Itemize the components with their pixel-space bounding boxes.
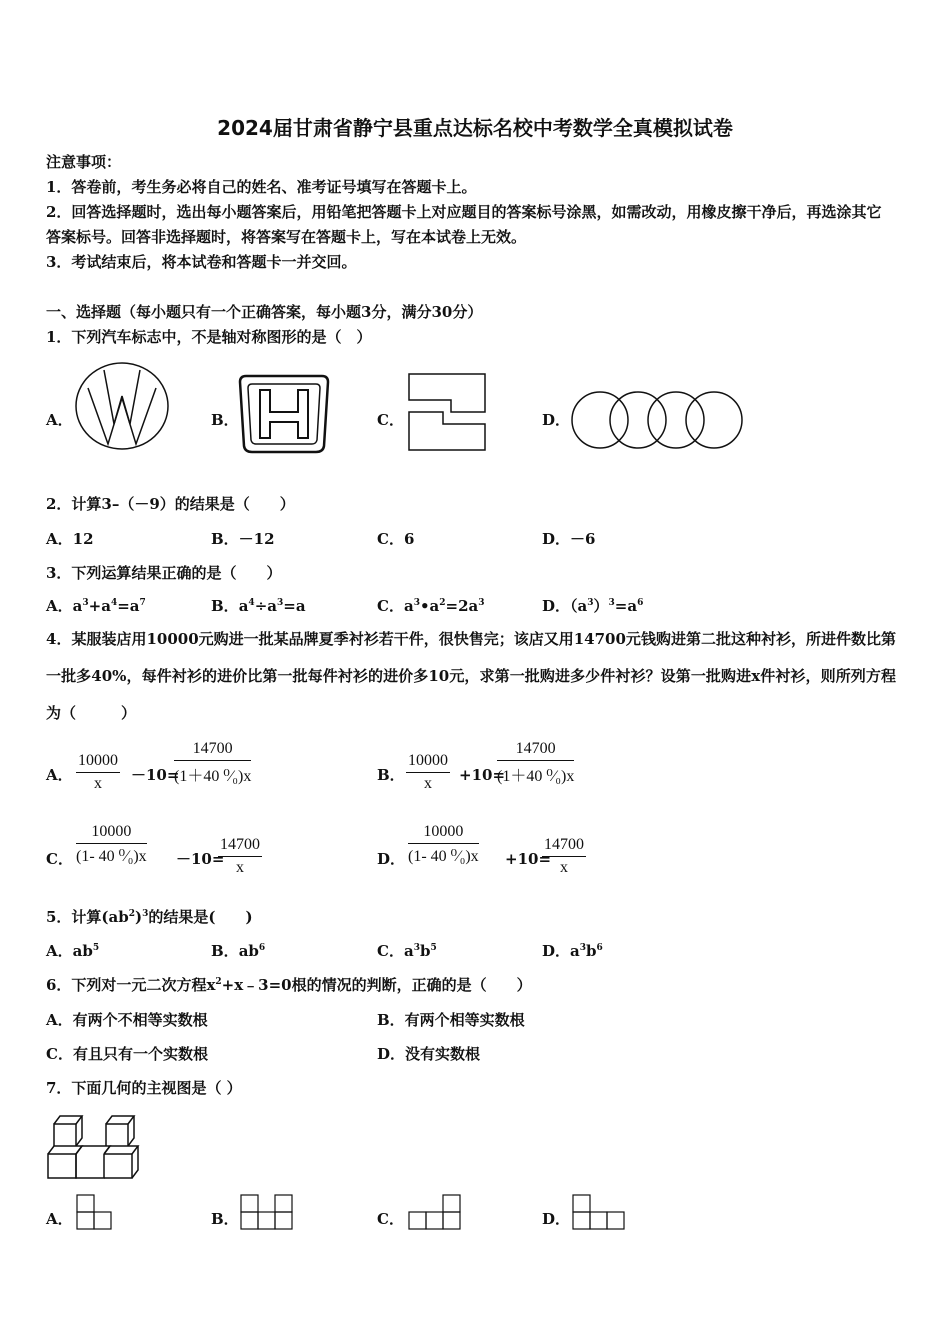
notice-item: 1．答卷前，考生务必将自己的姓名、准考证号填写在答题卡上。 [46, 178, 477, 196]
q4-option-c-label: C． [46, 850, 73, 868]
exp: 6 [258, 943, 266, 953]
stem-part: 5．计算(ab [46, 908, 129, 926]
audi-rings-logo [570, 390, 744, 450]
label: A． [46, 942, 73, 960]
q4-c-fraction-left [76, 823, 147, 866]
q3-option-a [46, 596, 146, 616]
q6-option-b: B．有两个相等实数根 [377, 1011, 525, 1029]
q4-option-a-label: A． [46, 766, 73, 784]
exp: 3 [587, 598, 594, 608]
q2-option-c: C．6 [377, 530, 415, 548]
numerator: 10000 [408, 823, 479, 844]
q4-a-fraction-left [76, 752, 120, 793]
q1-option-d-label: D． [542, 411, 571, 429]
q4-b-fraction-left [406, 752, 450, 793]
term: a [403, 597, 414, 615]
q4-a-operator: －10= [131, 766, 180, 784]
q4-b-fraction-right [497, 740, 574, 786]
section-heading: 一、选择题（每小题只有一个正确答案，每小题3分，满分30分） [46, 303, 483, 321]
q3-option-b [211, 596, 306, 616]
q3-label: A． [46, 597, 73, 615]
numerator: 10000 [406, 752, 450, 773]
q4-a-fraction-right [174, 740, 251, 786]
denominator: (1＋40 ⁰⁄₀)x [174, 768, 252, 785]
notice-list [46, 175, 896, 275]
denominator: x [236, 859, 244, 876]
stem-part: +x﹣3=0根的情况的判断，正确的是（ ） [221, 976, 532, 994]
exp: 7 [139, 598, 146, 608]
denominator: x [94, 775, 102, 792]
exp: 3 [413, 943, 420, 953]
q4-c-operator: －10= [176, 850, 225, 868]
term: ab [72, 942, 93, 960]
q3-label: B． [211, 597, 239, 615]
q6-option-a: A．有两个不相等实数根 [46, 1011, 208, 1029]
exp: 6 [596, 943, 603, 953]
exp: 5 [430, 943, 437, 953]
q2-option-b: B．－12 [211, 530, 275, 548]
exp: 6 [637, 598, 644, 608]
q4-option-b-label: B． [377, 766, 405, 784]
term: =a [117, 597, 140, 615]
q4-b-operator: +10= [459, 766, 506, 784]
term: =2a [445, 597, 479, 615]
exp: 3 [413, 598, 420, 608]
volkswagen-logo [74, 360, 174, 452]
q4-stem: 4．某服装店用10000元购进一批某品牌夏季衬衫若干件，很快售完；该店又用14700元钱购进第二批这种衬衫，所进件数比第一批多40%，每件衬衫的进价比第一批每件衬衫的进价多10元，求第一批购进多少件衬衫？设第一批购进x件衬衫，则所列方程为（ ） [46, 630, 896, 722]
q6-option-d: D．没有实数根 [377, 1045, 481, 1063]
q2-option-a: A．12 [46, 530, 94, 548]
exp: 3 [478, 598, 485, 608]
exp: 4 [248, 598, 255, 608]
q4-d-fraction-left [408, 823, 479, 866]
denominator: x [560, 859, 568, 876]
q7-option-b-label: B． [211, 1210, 239, 1228]
exp: 3 [82, 598, 89, 608]
q3-label: D． [542, 597, 571, 615]
honda-logo [238, 372, 330, 456]
denominator: (1＋40 ⁰⁄₀)x [497, 768, 575, 785]
numerator: 14700 [218, 836, 262, 857]
q7-option-a-label: A． [46, 1210, 73, 1228]
q2-stem: 2．计算3–（－9）的结果是（ ） [46, 495, 295, 513]
numerator: 10000 [76, 752, 120, 773]
notice-heading: 注意事项： [46, 153, 122, 171]
q6-option-c: C．有且只有一个实数根 [46, 1045, 208, 1063]
q7-stem: 7．下面几何的主视图是（ ） [46, 1079, 242, 1097]
stem-part: 的结果是( ) [148, 908, 253, 926]
exp: 2 [128, 909, 136, 919]
term: a [570, 942, 580, 960]
label: C． [377, 942, 404, 960]
q3-label: C． [377, 597, 404, 615]
term: ab [238, 942, 259, 960]
term: b [586, 942, 597, 960]
q7-option-d-view [572, 1194, 630, 1230]
term: （a [570, 597, 588, 615]
q3-stem: 3．下列运算结果正确的是（ ） [46, 564, 282, 582]
numerator: 14700 [497, 740, 574, 761]
q2-option-d: D．－6 [542, 530, 596, 548]
q7-option-b-view [240, 1194, 298, 1230]
label: D． [542, 942, 571, 960]
numerator: 14700 [174, 740, 251, 761]
exp: 3 [608, 598, 615, 608]
page-title: 2024届甘肃省静宁县重点达标名校中考数学全真模拟试卷 [217, 116, 733, 140]
q3-option-d [542, 596, 643, 616]
exp: 3 [276, 598, 284, 608]
numerator: 10000 [76, 823, 147, 844]
denominator: (1- 40 ⁰⁄₀)x [76, 848, 147, 865]
q5-option-b [211, 941, 265, 961]
stem-part: ) [135, 908, 143, 926]
exp: 3 [142, 909, 149, 919]
q1-option-b-label: B． [211, 411, 239, 429]
q7-option-d-label: D． [542, 1210, 571, 1228]
squares-logo [407, 372, 489, 454]
exp: 2 [439, 598, 446, 608]
q3-option-c [377, 596, 485, 616]
q4-d-fraction-right [542, 836, 586, 877]
q7-option-a-view [76, 1194, 116, 1230]
exp: 4 [110, 598, 118, 608]
q5-option-a [46, 941, 99, 961]
q7-option-c-view [406, 1194, 464, 1230]
term: +a [88, 597, 111, 615]
term: b [419, 942, 431, 960]
term: =a [614, 597, 638, 615]
q7-option-c-label: C． [377, 1210, 404, 1228]
q5-option-d [542, 941, 603, 961]
denominator: x [424, 775, 432, 792]
term: a [238, 597, 249, 615]
q4-c-fraction-right [218, 836, 262, 877]
q4-d-operator: +10= [505, 850, 552, 868]
notice-item: 2．回答选择题时，选出每小题答案后，用铅笔把答题卡上对应题目的答案标号涂黑，如需改动，用橡皮擦干净后，再选涂其它答案标号。回答非选择题时，将答案写在答题卡上，写在本试卷上无效。 [46, 203, 882, 246]
term: a [403, 942, 414, 960]
q6-stem [46, 975, 532, 995]
q1-stem: 1．下列汽车标志中，不是轴对称图形的是（ ） [46, 328, 372, 346]
label: B． [211, 942, 239, 960]
q5-option-c [377, 941, 437, 961]
term: a [72, 597, 83, 615]
numerator: 14700 [542, 836, 586, 857]
term: ÷a [254, 597, 277, 615]
term: ） [593, 597, 609, 615]
exp: 5 [92, 943, 100, 953]
term: •a [419, 597, 440, 615]
q1-option-c-label: C． [377, 411, 404, 429]
q5-stem [46, 907, 253, 927]
cube-stack-figure [44, 1112, 144, 1182]
term: =a [283, 597, 306, 615]
q1-option-a-label: A． [46, 411, 73, 429]
exp: 3 [579, 943, 587, 953]
stem-part: 6．下列对一元二次方程x [46, 976, 216, 994]
denominator: (1- 40 ⁰⁄₀)x [408, 848, 479, 865]
exp: 2 [215, 977, 222, 987]
q4-option-d-label: D． [377, 850, 406, 868]
notice-item: 3．考试结束后，将本试卷和答题卡一并交回。 [46, 253, 357, 271]
